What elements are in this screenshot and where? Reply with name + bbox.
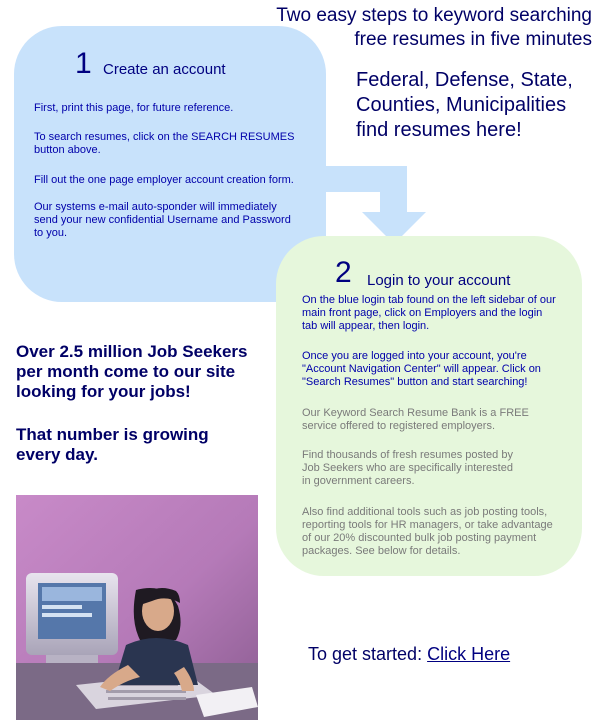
step-1-number: 1 [75,47,92,80]
job-seekers-stat [16,342,286,402]
step-2-title: Login to your account [367,272,511,289]
step-1-paragraph-4 [34,201,324,240]
employer-at-computer-photo [16,495,258,720]
step-1-p2a: To search resumes, click on the SEARCH RESUMES [34,131,295,143]
step-2-paragraph-5 [302,506,582,558]
stat-line-2: per month come to our site [16,362,236,381]
headline-line-1: Two easy steps to keyword searching [276,5,592,26]
step-1-p4a: Our systems e-mail auto-sponder will immediately [34,201,277,213]
gov-line-3: find resumes here! [356,119,522,141]
photo-illustration [16,495,258,720]
step-2-p3b: service offered to registered employers. [302,420,495,432]
gov-line-1: Federal, Defense, State, [356,69,573,91]
step-1-p1: First, print this page, for future reference. [34,102,234,114]
stat-line-3: looking for your jobs! [16,382,191,401]
step-2-p2b: "Account Navigation Center" will appear. Click on [302,363,541,375]
step-2-paragraph-1 [302,294,582,333]
step-1-p4c: to you. [34,227,68,239]
step-1-p2b: button above. [34,144,101,156]
step-2-p4b: Job Seekers who are specifically interested [302,462,513,474]
step-2-p2a: Once you are logged into your account, you're [302,350,527,362]
step-1-paragraph-2 [34,131,324,157]
step-1-p4b: send your new confidential Username and Password [34,214,291,226]
step-2-p4a: Find thousands of fresh resumes posted by [302,449,513,461]
government-callout [356,68,596,143]
step-2-p5b: reporting tools for HR managers, or take advantage [302,519,553,531]
step-2-p5c: of our 20% discounted bulk job posting payment [302,532,537,544]
step-2-number: 2 [335,256,352,289]
step-2-p3a: Our Keyword Search Resume Bank is a FREE [302,407,529,419]
growth-statement [16,425,286,465]
step-2-p4c: in government careers. [302,475,415,487]
step-1-p3: Fill out the one page employer account creation form. [34,174,294,186]
step-2-p5d: packages. See below for details. [302,545,461,557]
step-2-p1b: main front page, click on Employers and the login [302,307,543,319]
get-started-cta [308,644,510,665]
step-2-paragraph-2 [302,350,582,389]
stat-line-1: Over 2.5 million Job Seekers [16,342,248,361]
step-2-paragraph-4 [302,449,582,488]
step-1-title: Create an account [103,61,226,78]
step-2-p1a: On the blue login tab found on the left sidebar of our [302,294,556,306]
step-2-p2c: "Search Resumes" button and start searching! [302,376,528,388]
click-here-link[interactable]: Click Here [427,644,511,664]
step-2-p5a: Also find additional tools such as job posting tools, [302,506,548,518]
headline-line-2: free resumes in five minutes [354,29,592,50]
cta-prefix: To get started: [308,644,423,664]
step-1-paragraph-3 [34,174,324,187]
gov-line-2: Counties, Municipalities [356,94,567,116]
step-1-paragraph-1 [34,102,324,115]
stat-line-5: every day. [16,445,98,464]
stat-line-4: That number is growing [16,425,209,444]
step-2-p1c: tab will appear, then login. [302,320,430,332]
step-2-paragraph-3 [302,407,582,433]
